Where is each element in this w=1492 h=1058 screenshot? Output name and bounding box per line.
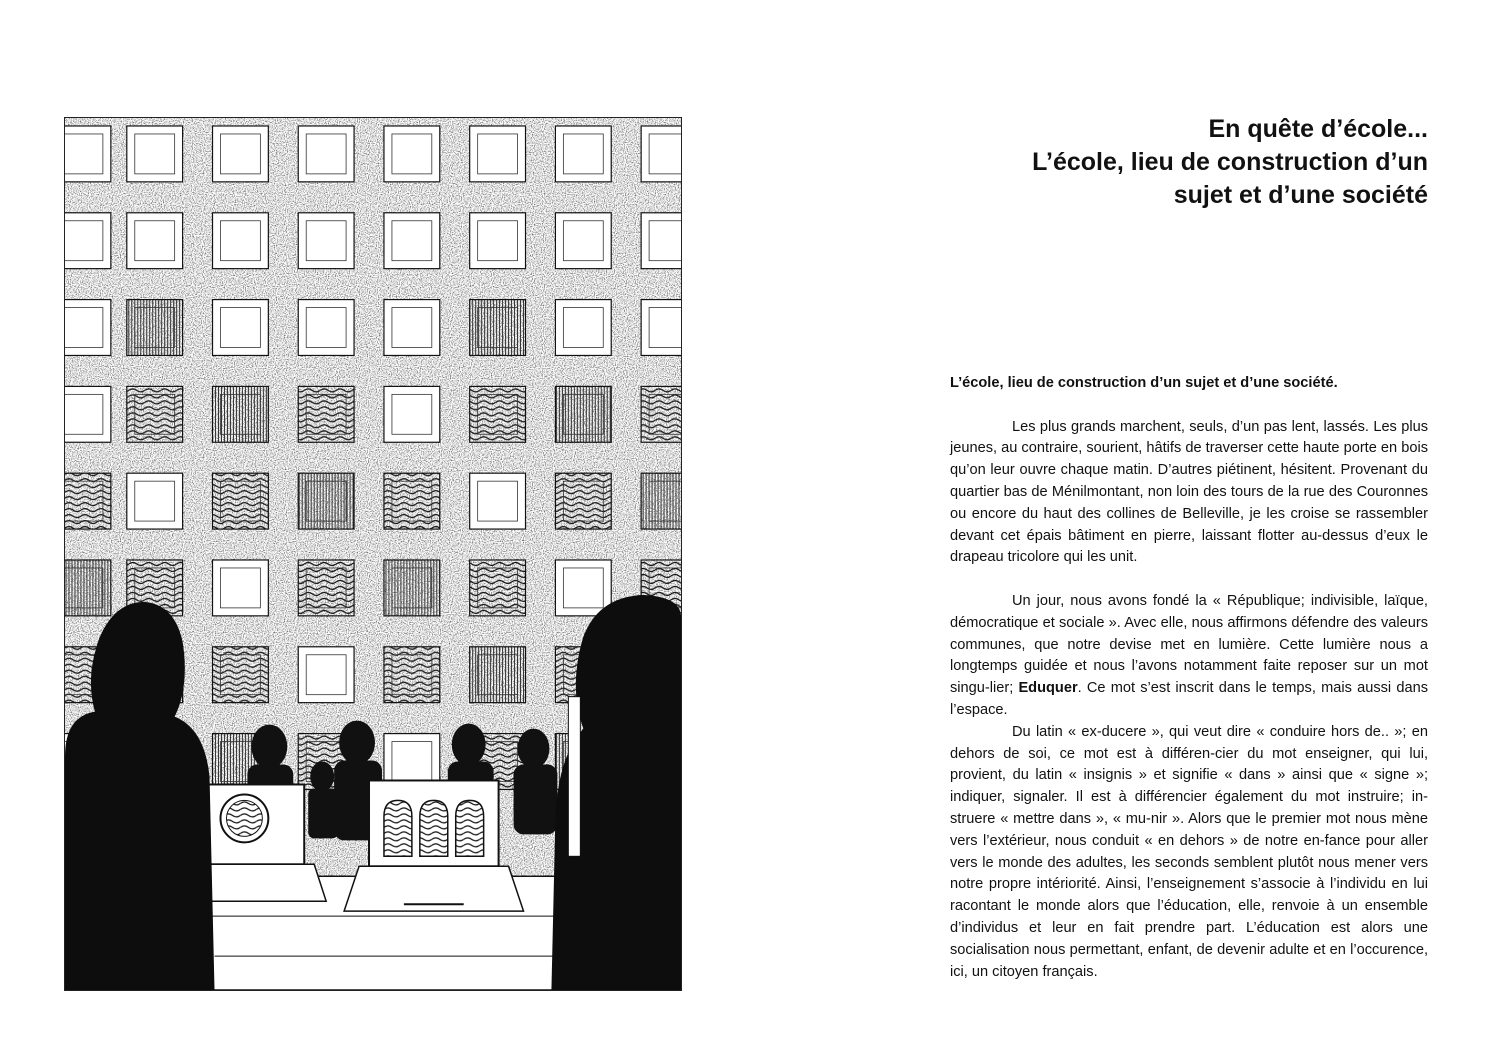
title-line: sujet et d’une société xyxy=(1173,181,1428,209)
paragraph: Les plus grands marchent, seuls, d’un pas lent, lassés. Les plus jeunes, au contraire, sourient, hâtifs de traverser cette haute porte en bois qu’on leur ouvre chaque matin. D’autres piétinent, hésitent. Provenant du quartier bas de Ménilmontant, non loin des tours de la rue des Couronnes ou encore du haut des collines de Belleville, je les croise se rassembler devant cet épais bâtiment en pierre, laissant flotter au-dessus d’eux le drapeau tricolore qui les unit. xyxy=(950,418,1428,566)
article-body xyxy=(950,373,1428,983)
paragraph: Du latin « ex-ducere », qui veut dire « conduire hors de.. »; en dehors de soi, ce mot est à différen-cier du mot enseigner, qui lui, provient, du latin « insignis » et signifie « dans » ainsi que « signe »; indiquer, signaler. Il est à différencier également du mot instruire; in-struere « mettre dans », « mu-nir ». Alors que le premier mot nous mène vers l’extérieur, nous conduit « en dehors » de notre en-fance pour aller vers le monde des adultes, les seconds semblent plutôt nous mener vers notre propre intériorité. Ainsi, l’enseignement s’associe à l’individu en lui racontant le monde alors que l’éducation, elle, renvoie à un ensemble d’individus et leur en fait prendre part. L’éducation est alors une socialisation nous permettant, enfant, de devenir adulte et en l’occurence, ici, un citoyen français. xyxy=(950,723,1428,980)
emphasis-word: Eduquer xyxy=(1018,680,1078,697)
school-facade-illustration xyxy=(64,117,682,991)
facade-window xyxy=(641,126,681,182)
drawing-canvas xyxy=(65,118,681,990)
title-line: En quête d’école... xyxy=(1208,115,1428,143)
paragraph-text: Un jour, nous avons fondé la « République; indivisible, laïque, démocratique et sociale ». Avec elle, nous affirmons défendre des valeurs communes, que notre devise met en lumière. Cette lumière nous a longtemps guidée et nous l’avons notamment faite reposer sur un mot singu-lier; xyxy=(950,592,1428,697)
paragraph-text: . Ce mot s’est inscrit dans le temps, mais aussi dans l’espace. xyxy=(950,680,1428,718)
paragraph xyxy=(950,591,1428,722)
facade-window xyxy=(65,126,111,182)
page-title xyxy=(808,113,1428,212)
title-line: L’école, lieu de construction d’un xyxy=(1032,148,1428,176)
article-heading: L’école, lieu de construction d’un sujet et d’une société. xyxy=(950,375,1338,391)
